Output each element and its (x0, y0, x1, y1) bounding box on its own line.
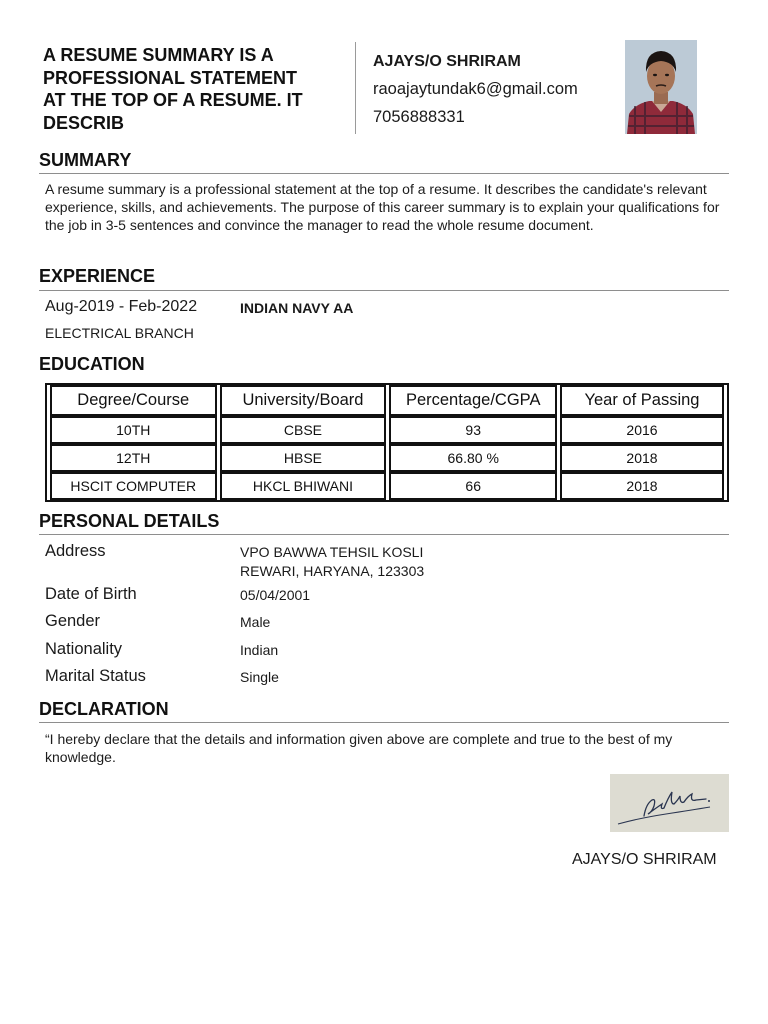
experience-dates: Aug-2019 - Feb-2022 (45, 298, 198, 315)
section-title-experience: EXPERIENCE (39, 266, 156, 286)
detail-label-address: Address (45, 542, 106, 560)
section-rule (39, 722, 729, 723)
section-rule (39, 534, 729, 535)
detail-value-address: VPO BAWWA TEHSIL KOSLI REWARI, HARYANA, 123303 (240, 544, 425, 579)
section-title-declaration: DECLARATION (39, 699, 169, 719)
signature-image (610, 774, 729, 832)
detail-value-gender: Male (240, 614, 271, 630)
detail-label-dob: Date of Birth (45, 585, 137, 603)
resume-headline: A RESUME SUMMARY IS A PROFESSIONAL STATEMENT AT THE TOP OF A RESUME. IT DESCRIB (43, 45, 303, 133)
table-header-cell: Year of Passing (560, 385, 724, 416)
detail-label-nationality: Nationality (45, 640, 123, 658)
section-title-summary: SUMMARY (39, 150, 132, 170)
section-title-personal-details: PERSONAL DETAILS (39, 511, 220, 531)
detail-label-marital-status: Marital Status (45, 667, 146, 685)
declaration-text: “I hereby declare that the details and information given above are complete and true to the best of my knowledge. (45, 731, 673, 765)
section-title-education: EDUCATION (39, 354, 145, 374)
signature-name: AJAYS/O SHRIRAM (572, 851, 717, 868)
table-row (50, 416, 724, 444)
detail-label-gender: Gender (45, 612, 101, 630)
handwritten-signature-icon (610, 774, 729, 832)
table-cell: 2016 (560, 416, 724, 444)
experience-role: ELECTRICAL BRANCH (45, 325, 194, 341)
profile-photo-icon (625, 40, 697, 134)
education-table (45, 383, 729, 502)
table-header-row (50, 385, 724, 416)
table-header-cell: University/Board (220, 385, 387, 416)
table-cell: HSCIT COMPUTER (50, 472, 217, 500)
table-cell: CBSE (220, 416, 387, 444)
table-header-cell: Percentage/CGPA (389, 385, 557, 416)
table-row (50, 472, 724, 500)
table-cell: 93 (389, 416, 557, 444)
table-cell: HKCL BHIWANI (220, 472, 387, 500)
table-header-cell: Degree/Course (50, 385, 217, 416)
experience-organization: INDIAN NAVY AA (240, 300, 354, 316)
header-divider (355, 42, 356, 134)
candidate-phone: 7056888331 (373, 108, 465, 126)
section-rule (39, 290, 729, 291)
candidate-name: AJAYS/O SHRIRAM (373, 53, 521, 70)
candidate-email: raoajaytundak6@gmail.com (373, 80, 578, 98)
table-cell: 2018 (560, 472, 724, 500)
table-cell: HBSE (220, 444, 387, 472)
detail-value-marital-status: Single (240, 669, 279, 685)
table-cell: 12TH (50, 444, 217, 472)
table-cell: 10TH (50, 416, 217, 444)
table-row (50, 444, 724, 472)
section-rule (39, 173, 729, 174)
table-cell: 2018 (560, 444, 724, 472)
summary-text: A resume summary is a professional statement at the top of a resume. It describes the candidate's relevant experience, skills, and achievements. The purpose of this career summary is to explain your qualifications for the job in 3-5 sentences and convince the manager to read the whole resume document. (45, 181, 720, 233)
detail-value-nationality: Indian (240, 642, 279, 658)
detail-value-dob: 05/04/2001 (240, 587, 311, 603)
table-cell: 66.80 % (389, 444, 557, 472)
table-cell: 66 (389, 472, 557, 500)
profile-photo (625, 40, 697, 134)
